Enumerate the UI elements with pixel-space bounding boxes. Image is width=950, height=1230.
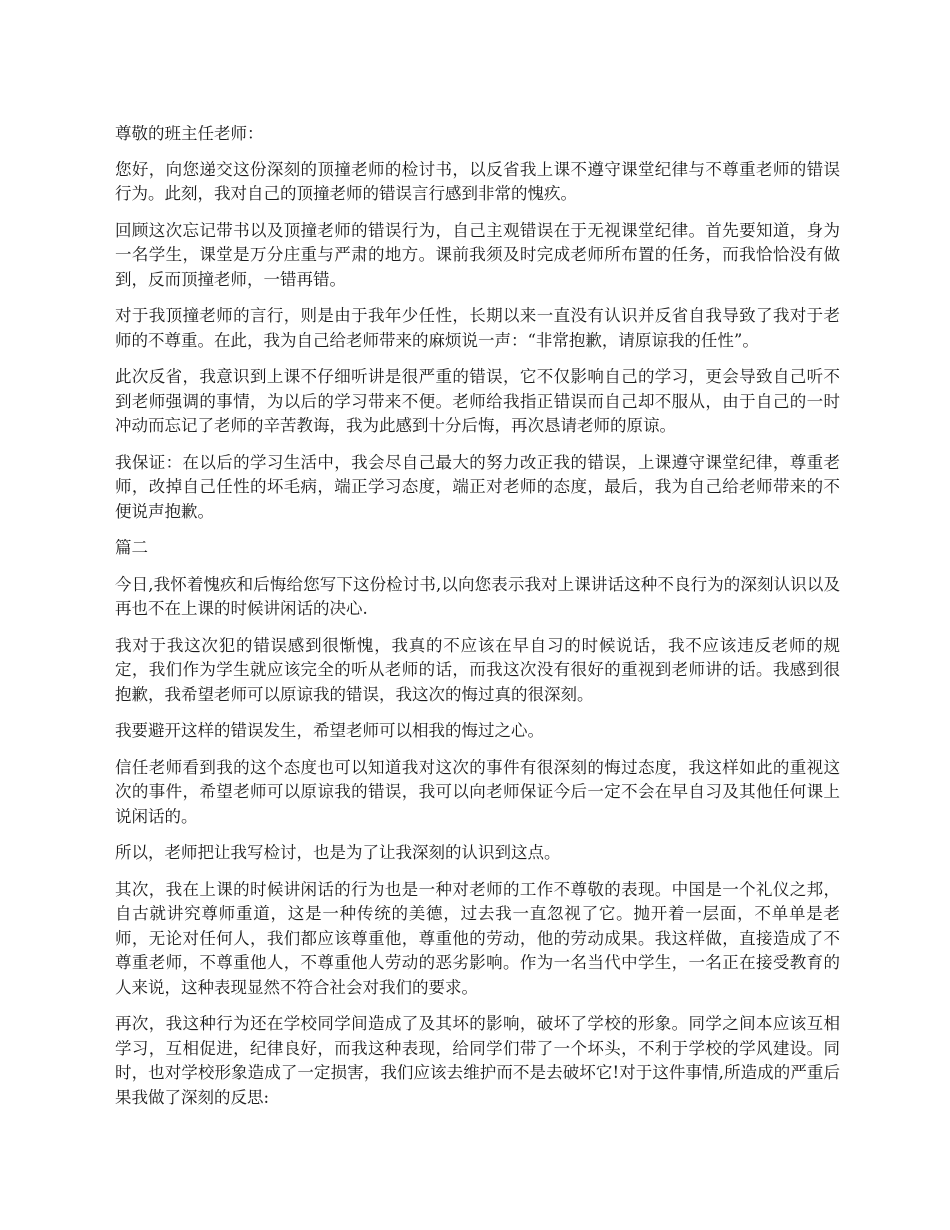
salutation: 尊敬的班主任老师： — [115, 124, 264, 143]
paragraph: 我对于我这次犯的错误感到很惭愧，我真的不应该在早自习的时候说话，我不应该违反老师的规定，我们作为学生就应该完全的听从老师的话，而我这次没有很好的重视到老师讲的话。我感到很抱歉，我希望老师可以原谅我的错误，我这次的悔过真的很深刻。 — [115, 635, 840, 704]
paragraph: 我要避开这样的错误发生，希望老师可以相我的悔过之心。 — [115, 721, 544, 740]
document-page — [115, 122, 840, 1122]
paragraph: 信任老师看到我的这个态度也可以知道我对这次的事件有很深刻的悔过态度，我这样如此的重视这次的事件，希望老师可以原谅我的错误，我可以向老师保证今后一定不会在早自习及其他任何课上说闲话的。 — [115, 757, 840, 826]
paragraph: 我保证：在以后的学习生活中，我会尽自己最大的努力改正我的错误，上课遵守课堂纪律，尊重老师，改掉自己任性的坏毛病，端正学习态度，端正对老师的态度，最后，我为自己给老师带来的不便说声抱歉。 — [115, 452, 840, 521]
paragraph: 此次反省，我意识到上课不仔细听讲是很严重的错误，它不仅影响自己的学习，更会导致自己听不到老师强调的事情，为以后的学习带来不便。老师给我指正错误而自己却不服从，由于自己的一时冲动而忘记了老师的辛苦教诲，我为此感到十分后悔，再次恳请老师的原谅。 — [115, 367, 840, 435]
section-title: 篇二 — [115, 538, 148, 557]
paragraph: 再次，我这种行为还在学校同学间造成了及其坏的影响，破坏了学校的形象。同学之间本应该互相学习，互相促进，纪律良好，而我这种表现，给同学们带了一个坏头，不利于学校的学风建设。同时，也对学校形象造成了一定损害，我们应该去维护而不是去破坏它!对于这件事情,所造成的严重后果我做了深刻的反思: — [115, 1014, 840, 1107]
paragraph: 其次，我在上课的时候讲闲话的行为也是一种对老师的工作不尊敬的表现。中国是一个礼仪之邦，自古就讲究尊师重道，这是一种传统的美德，过去我一直忽视了它。抛开着一层面，不单单是老师，无论对任何人，我们都应该尊重他，尊重他的劳动，他的劳动成果。我这样做，直接造成了不尊重老师，不尊重他人，不尊重他人劳动的恶劣影响。作为一名当代中学生，一名正在接受教育的人来说，这种表现显然不符合社会对我们的要求。 — [115, 879, 840, 997]
paragraph: 您好，向您递交这份深刻的顶撞老师的检讨书，以反省我上课不遵守课堂纪律与不尊重老师的错误行为。此刻，我对自己的顶撞老师的错误言行感到非常的愧疚。 — [115, 159, 840, 203]
paragraph: 所以，老师把让我写检讨，也是为了让我深刻的认识到这点。 — [115, 843, 561, 862]
paragraph: 今日,我怀着愧疚和后悔给您写下这份检讨书,以向您表示我对上课讲话这种不良行为的深刻认识以及再也不在上课的时候讲闲话的决心. — [115, 574, 840, 618]
paragraph: 对于我顶撞老师的言行，则是由于我年少任性，长期以来一直没有认识并反省自我导致了我对于老师的不尊重。在此，我为自己给老师带来的麻烦说一声：“非常抱歉，请原谅我的任性”。 — [115, 306, 840, 350]
paragraph: 回顾这次忘记带书以及顶撞老师的错误行为，自己主观错误在于无视课堂纪律。首先要知道，身为一名学生，课堂是万分庄重与严肃的地方。课前我须及时完成老师所布置的任务，而我恰恰没有做到，反而顶撞老师，一错再错。 — [115, 220, 840, 289]
